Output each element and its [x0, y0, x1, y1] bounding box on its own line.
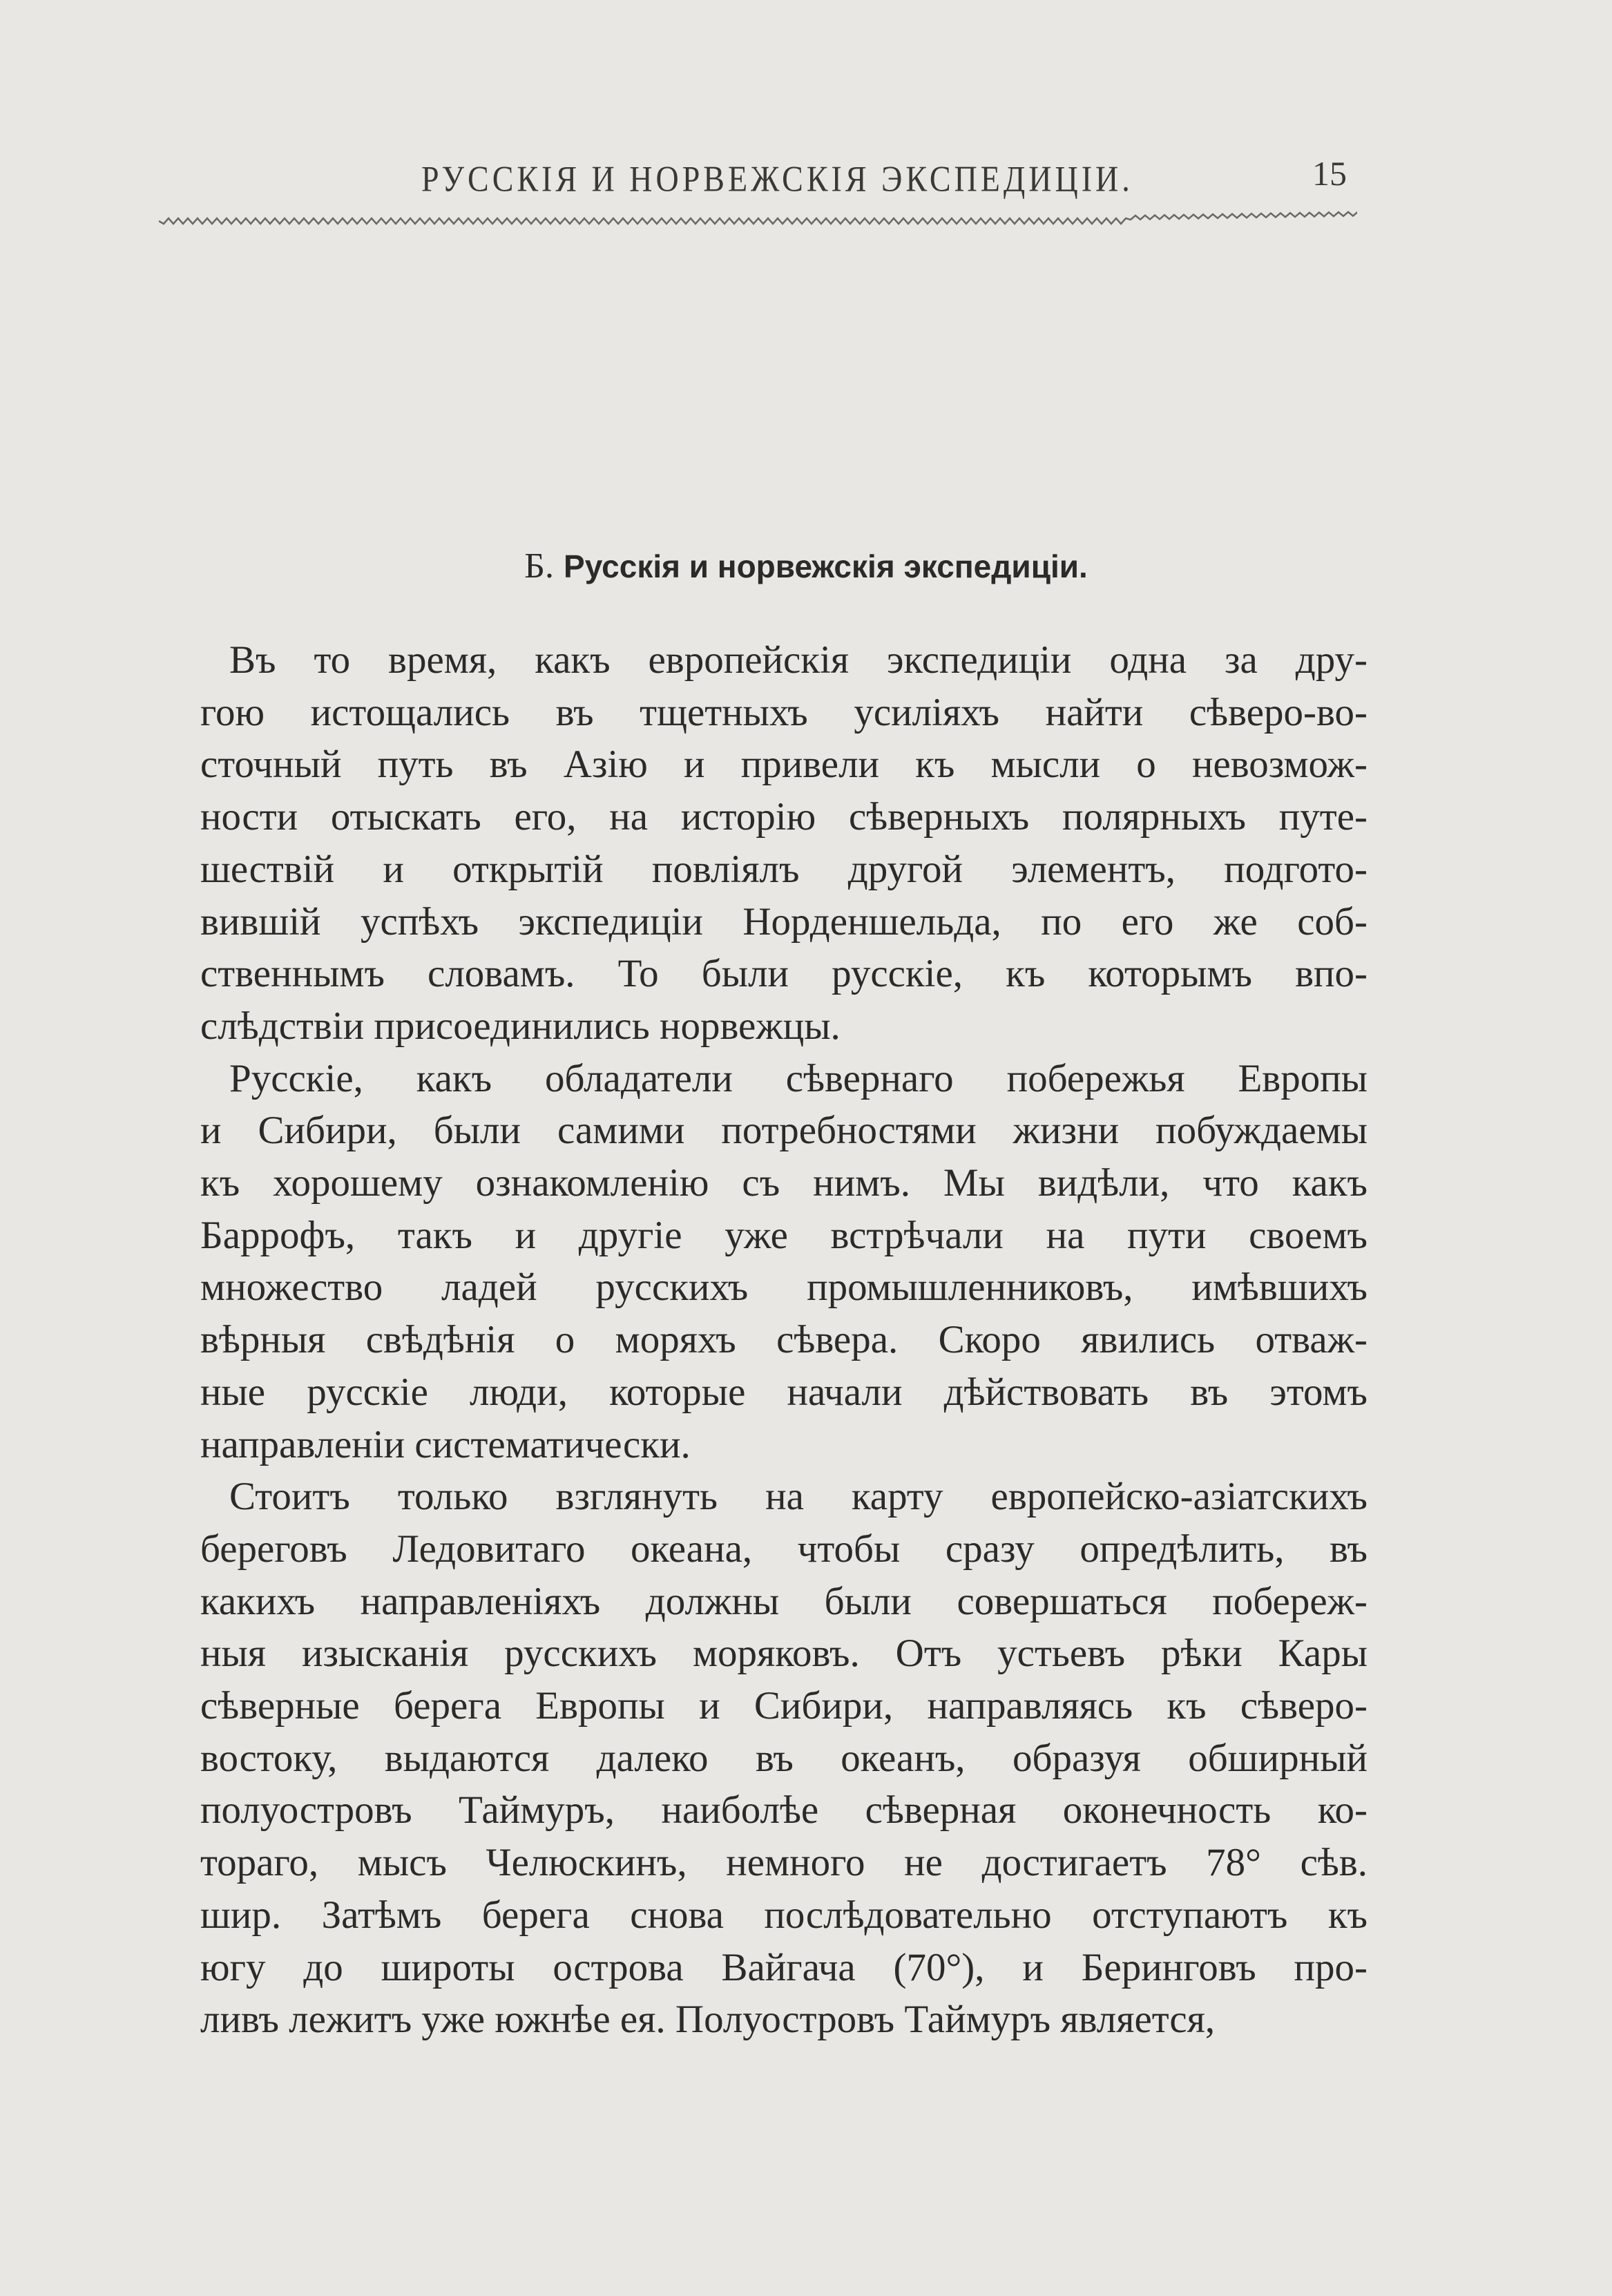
paragraph: [200, 1053, 1368, 1471]
text-line: вившій успѣхъ экспедиціи Норденшельда, по его же соб-: [200, 899, 1368, 944]
paragraph: [200, 634, 1368, 1053]
text-line: югу до широты острова Вайгача (70°), и Беринговъ про-: [200, 1945, 1368, 1989]
text-line: какихъ направленіяхъ должны были совершаться побереж-: [200, 1579, 1368, 1623]
text-line: сѣверные берега Европы и Сибири, направляясь къ сѣверо-: [200, 1684, 1368, 1728]
section-letter: Б.: [524, 546, 555, 586]
text-line: ныя изысканія русскихъ моряковъ. Отъ устьевъ рѣки Кары: [200, 1632, 1368, 1676]
text-line: Баррофъ, такъ и другіе уже встрѣчали на пути своемъ: [200, 1213, 1368, 1257]
text-line: тораго, мысъ Челюскинъ, немного не достигаетъ 78° сѣв.: [200, 1841, 1368, 1885]
section-heading: [0, 546, 1612, 586]
text-line: ности отыскать его, на исторію сѣверныхъ полярныхъ путе-: [200, 795, 1368, 839]
text-line: востоку, выдаются далеко въ океанъ, образуя обширный: [200, 1736, 1368, 1780]
wavy-rule-divider: [159, 207, 1357, 228]
text-line: ственнымъ словамъ. То были русскіе, къ которымъ впо-: [200, 952, 1368, 996]
text-line: полуостровъ Таймуръ, наиболѣе сѣверная оконечность ко-: [200, 1788, 1368, 1833]
text-line: гою истощались въ тщетныхъ усиліяхъ найти сѣверо-во-: [200, 690, 1368, 734]
text-line: направленіи систематически.: [200, 1422, 691, 1466]
text-line: къ хорошему ознакомленію съ нимъ. Мы видѣли, что какъ: [200, 1161, 1368, 1205]
section-title: Русскія и норвежскія экспедиціи.: [564, 548, 1088, 584]
text-line: береговъ Ледовитаго океана, чтобы сразу опредѣлить, въ: [200, 1527, 1368, 1571]
text-line: слѣдствіи присоединились норвежцы.: [200, 1004, 841, 1048]
text-line: сточный путь въ Азію и привели къ мысли о невозмож-: [200, 743, 1368, 787]
text-line: Въ то время, какъ европейскія экспедиціи одна за дру-: [229, 638, 1368, 682]
page-number: 15: [1312, 154, 1347, 193]
text-line: ливъ лежитъ уже южнѣе ея. Полуостровъ Таймуръ является,: [200, 1998, 1216, 2042]
text-line: шир. Затѣмъ берега снова послѣдовательно отступаютъ къ: [200, 1893, 1368, 1937]
paragraph: [200, 1471, 1368, 2046]
text-line: шествій и открытій повліялъ другой элементъ, подгото-: [200, 847, 1368, 891]
text-line: Русскіе, какъ обладатели сѣвернаго побережья Европы: [229, 1056, 1368, 1100]
text-line: и Сибири, были самими потребностями жизни побуждаемы: [200, 1109, 1368, 1153]
text-line: ные русскіе люди, которые начали дѣйствовать въ этомъ: [200, 1370, 1368, 1414]
text-line: множество ладей русскихъ промышленниковъ, имѣвшихъ: [200, 1265, 1368, 1310]
body-text: [200, 634, 1368, 2046]
text-line: Стоитъ только взглянуть на карту европейско-азіатскихъ: [229, 1475, 1368, 1519]
running-head: РУССКІЯ И НОРВЕЖСКІЯ ЭКСПЕДИЦІИ.: [421, 158, 1133, 199]
text-line: вѣрныя свѣдѣнія о моряхъ сѣвера. Скоро явились отваж-: [200, 1318, 1368, 1362]
